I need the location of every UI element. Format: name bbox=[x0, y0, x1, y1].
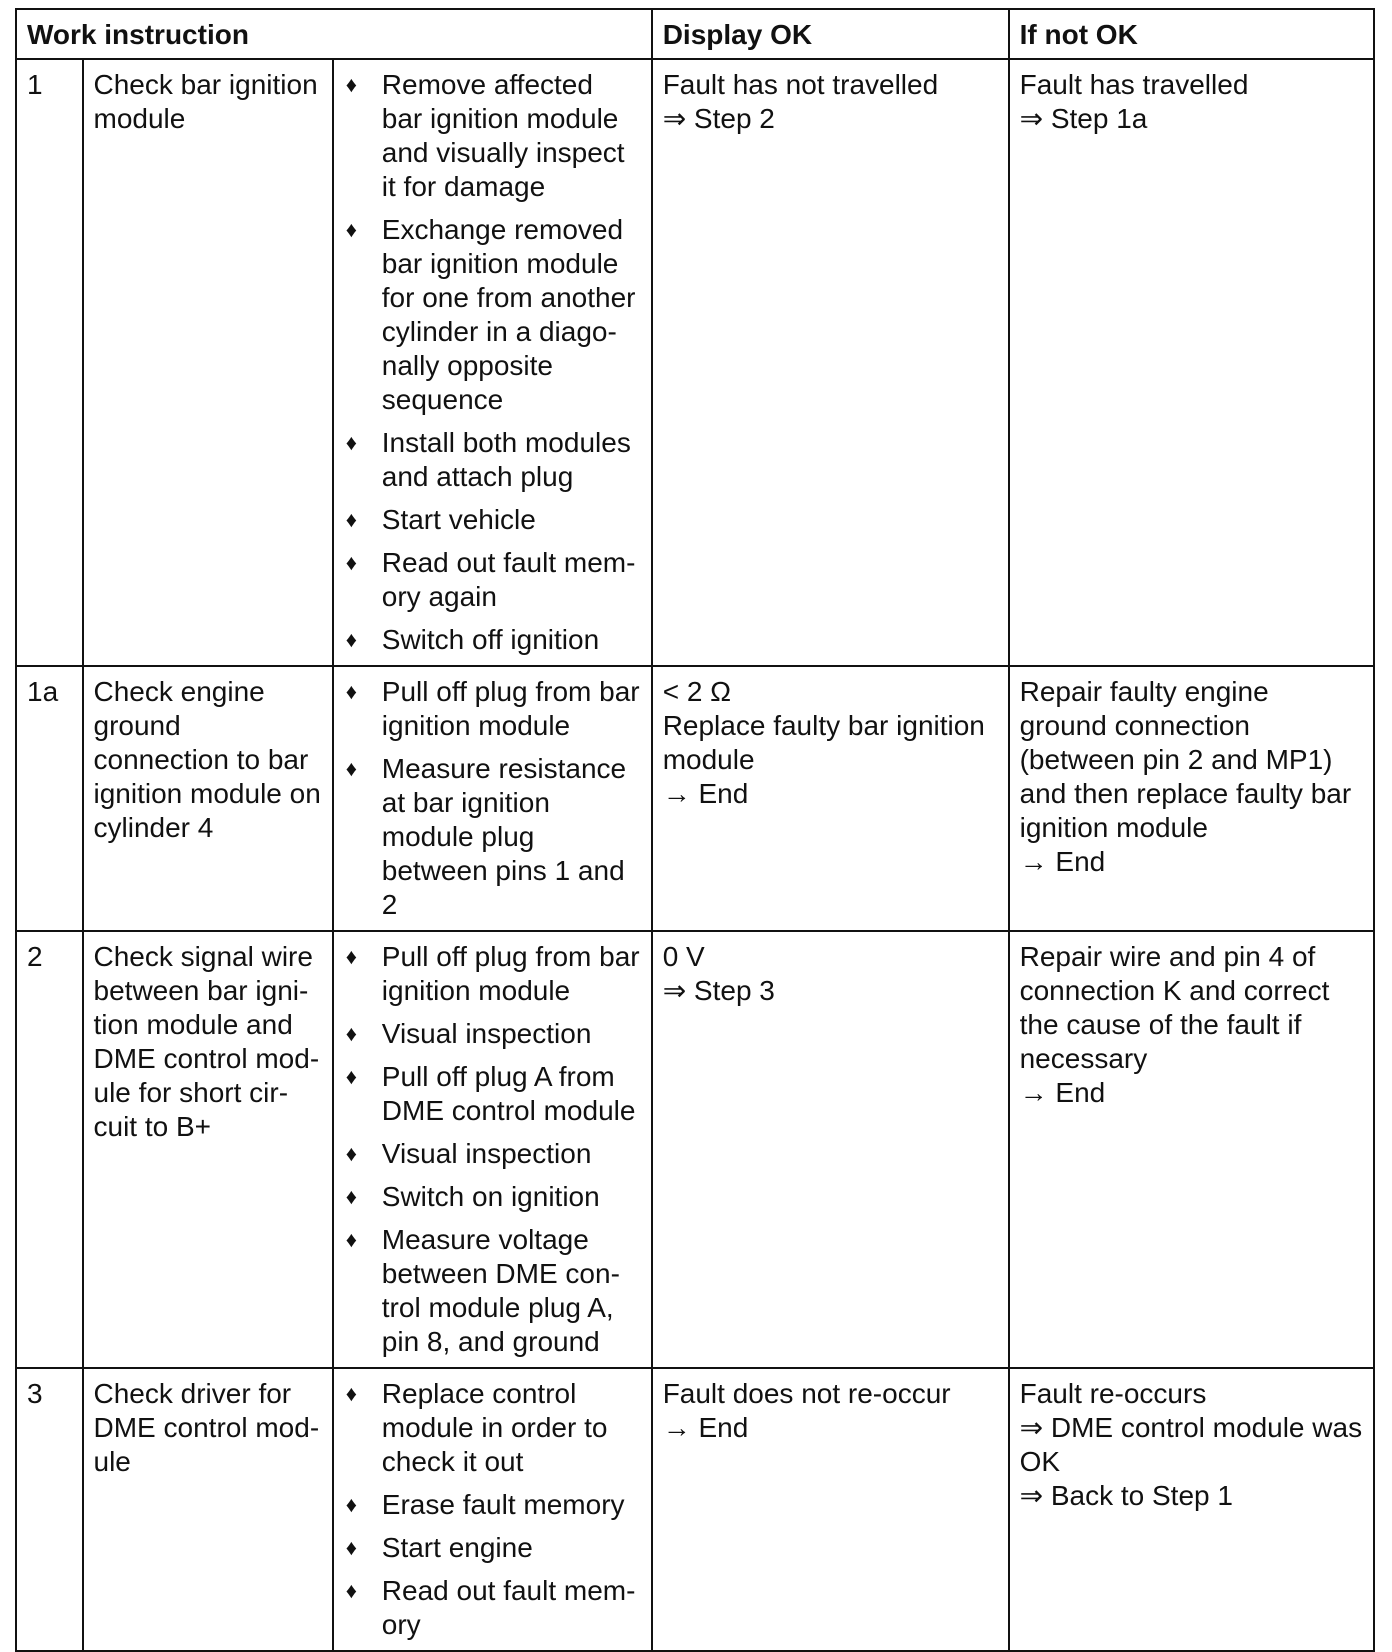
action-text: Measure voltage between DME control module plug A, pin 8, and ground bbox=[381, 1224, 620, 1357]
list-item bbox=[344, 675, 641, 743]
action-text: Visual inspection bbox=[381, 1018, 592, 1049]
display-ok-cell bbox=[652, 666, 1009, 931]
diamond-bullet-icon: ♦ bbox=[345, 1492, 358, 1517]
diamond-bullet-icon: ♦ bbox=[345, 1141, 358, 1166]
display-ok-cell bbox=[652, 1368, 1009, 1651]
table-row bbox=[16, 931, 1374, 1368]
display-ok-text: < 2 Ω bbox=[662, 676, 732, 707]
display-ok-next: → End bbox=[662, 1412, 749, 1443]
diamond-bullet-icon: ♦ bbox=[345, 944, 358, 969]
if-not-ok-next: ⇒ Step 1a bbox=[1019, 103, 1148, 134]
diamond-bullet-icon: ♦ bbox=[345, 550, 358, 575]
list-item bbox=[344, 68, 641, 204]
action-text: Start vehicle bbox=[381, 504, 536, 535]
diamond-bullet-icon: ♦ bbox=[345, 679, 358, 704]
display-ok-cell bbox=[652, 931, 1009, 1368]
diamond-bullet-icon: ♦ bbox=[345, 1227, 358, 1252]
action-text: Visual inspection bbox=[381, 1138, 592, 1169]
if-not-ok-next: → End bbox=[1019, 846, 1106, 877]
table-row bbox=[16, 666, 1374, 931]
diamond-bullet-icon: ♦ bbox=[345, 1064, 358, 1089]
diamond-bullet-icon: ♦ bbox=[345, 430, 358, 455]
step-title: Check bar ignition module bbox=[83, 59, 333, 666]
action-text: Read out fault memory again bbox=[381, 547, 636, 612]
table-row bbox=[16, 1368, 1374, 1651]
list-item bbox=[344, 213, 641, 417]
if-not-ok-cell bbox=[1009, 59, 1374, 666]
list-item bbox=[344, 1377, 641, 1479]
if-not-ok-text: Fault has travelled bbox=[1019, 69, 1249, 100]
action-text: Replace control module in order to check it out bbox=[381, 1378, 608, 1477]
action-text: Exchange removed bar ignition module for one from another cylinder in a diagonally opposite sequence bbox=[381, 214, 636, 415]
if-not-ok-next: ⇒ DME control module was OK bbox=[1019, 1412, 1363, 1477]
if-not-ok-text: Repair faulty engine ground connection (between pin 2 and MP1) and then replace faulty bar ignition module bbox=[1019, 676, 1352, 843]
table-row bbox=[16, 59, 1374, 666]
if-not-ok-next: ⇒ Back to Step 1 bbox=[1019, 1480, 1233, 1511]
action-text: Switch off ignition bbox=[381, 624, 600, 655]
step-title: Check signal wire between bar ignition module and DME control module for short circuit to B+ bbox=[83, 931, 333, 1368]
list-item bbox=[344, 1574, 641, 1642]
action-text: Erase fault memory bbox=[381, 1489, 625, 1520]
action-text: Pull off plug A from DME control module bbox=[381, 1061, 636, 1126]
list-item bbox=[344, 1017, 641, 1051]
list-item bbox=[344, 1137, 641, 1171]
list-item bbox=[344, 1180, 641, 1214]
display-ok-next: ⇒ Step 3 bbox=[662, 975, 775, 1006]
list-item bbox=[344, 503, 641, 537]
action-text: Switch on ignition bbox=[381, 1181, 600, 1212]
step-actions bbox=[333, 666, 652, 931]
action-text: Remove affected bar ignition module and visually inspect it for damage bbox=[381, 69, 625, 202]
step-number: 3 bbox=[16, 1368, 83, 1651]
list-item bbox=[344, 546, 641, 614]
if-not-ok-next: → End bbox=[1019, 1077, 1106, 1108]
list-item bbox=[344, 1488, 641, 1522]
action-text: Install both modules and attach plug bbox=[381, 427, 631, 492]
if-not-ok-text: Fault re-occurs bbox=[1019, 1378, 1207, 1409]
list-item bbox=[344, 940, 641, 1008]
list-item bbox=[344, 1060, 641, 1128]
display-ok-next: → End bbox=[662, 778, 749, 809]
step-actions bbox=[333, 1368, 652, 1651]
step-actions bbox=[333, 59, 652, 666]
step-number: 2 bbox=[16, 931, 83, 1368]
action-text: Read out fault memory bbox=[381, 1575, 636, 1640]
diamond-bullet-icon: ♦ bbox=[345, 1535, 358, 1560]
display-ok-cell bbox=[652, 59, 1009, 666]
work-instruction-table bbox=[15, 8, 1375, 1652]
display-ok-next: ⇒ Step 2 bbox=[662, 103, 775, 134]
display-ok-text: 0 V bbox=[662, 941, 705, 972]
if-not-ok-cell bbox=[1009, 931, 1374, 1368]
action-text: Pull off plug from bar ignition module bbox=[381, 941, 640, 1006]
diamond-bullet-icon: ♦ bbox=[345, 217, 358, 242]
diamond-bullet-icon: ♦ bbox=[345, 627, 358, 652]
list-item bbox=[344, 1223, 641, 1359]
header-display-ok: Display OK bbox=[652, 9, 1009, 59]
step-title: Check engine ground connection to bar ignition module on cylinder 4 bbox=[83, 666, 333, 931]
display-ok-text: Fault has not travelled bbox=[662, 69, 939, 100]
diamond-bullet-icon: ♦ bbox=[345, 507, 358, 532]
header-row bbox=[16, 9, 1374, 59]
if-not-ok-cell bbox=[1009, 666, 1374, 931]
diamond-bullet-icon: ♦ bbox=[345, 1184, 358, 1209]
diamond-bullet-icon: ♦ bbox=[345, 72, 358, 97]
list-item bbox=[344, 752, 641, 922]
step-actions bbox=[333, 931, 652, 1368]
action-text: Start engine bbox=[381, 1532, 533, 1563]
step-title: Check driver for DME control module bbox=[83, 1368, 333, 1651]
step-number: 1 bbox=[16, 59, 83, 666]
action-text: Pull off plug from bar ignition module bbox=[381, 676, 640, 741]
display-ok-text: Fault does not re-occur bbox=[662, 1378, 951, 1409]
list-item bbox=[344, 426, 641, 494]
action-text: Measure resistance at bar ignition module plug between pins 1 and 2 bbox=[381, 753, 627, 920]
display-ok-text: Replace faulty bar ignition module bbox=[662, 710, 985, 775]
list-item bbox=[344, 623, 641, 657]
header-work-instruction: Work instruction bbox=[16, 9, 652, 59]
diamond-bullet-icon: ♦ bbox=[345, 1381, 358, 1406]
diamond-bullet-icon: ♦ bbox=[345, 756, 358, 781]
list-item bbox=[344, 1531, 641, 1565]
header-if-not-ok: If not OK bbox=[1009, 9, 1374, 59]
diamond-bullet-icon: ♦ bbox=[345, 1021, 358, 1046]
if-not-ok-text: Repair wire and pin 4 of connection K and correct the cause of the fault if necessary bbox=[1019, 941, 1330, 1074]
diamond-bullet-icon: ♦ bbox=[345, 1578, 358, 1603]
step-number: 1a bbox=[16, 666, 83, 931]
if-not-ok-cell bbox=[1009, 1368, 1374, 1651]
